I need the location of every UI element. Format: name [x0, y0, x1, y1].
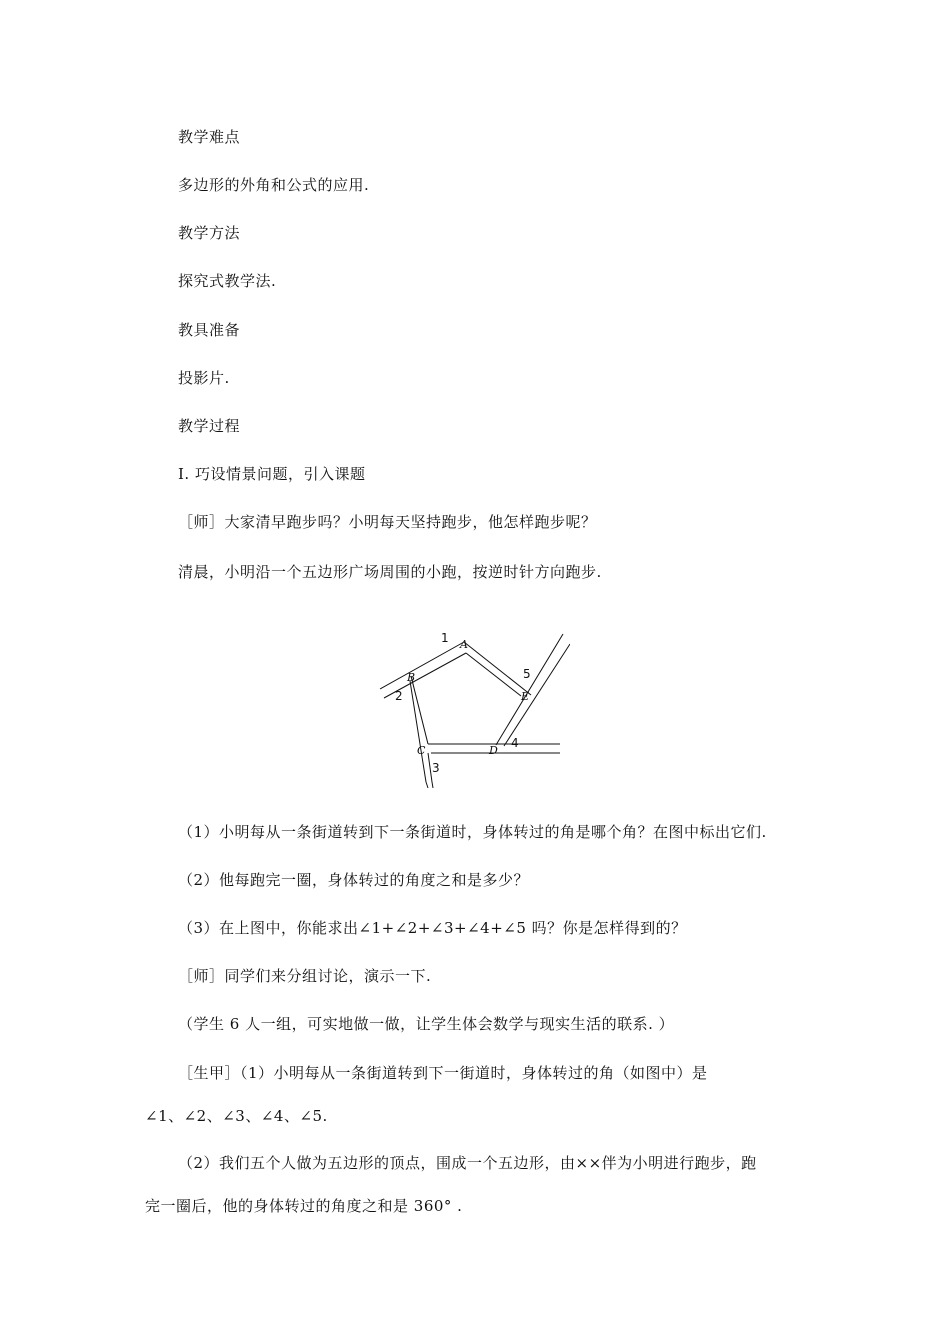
vertex-label-e: E [521, 690, 530, 703]
angle-label-3: 3 [432, 761, 440, 775]
paragraph-angle-list: ∠1、∠2、∠3、∠4、∠5. [145, 1107, 328, 1125]
question-1: （1）小明每从一条街道转到下一条街道时，身体转过的角是哪个角？在图中标出它们. [178, 823, 767, 841]
street-ae-outer [464, 642, 531, 695]
paragraph-difficulty: 多边形的外角和公式的应用. [178, 176, 370, 194]
paragraph-method: 探究式教学法. [178, 272, 277, 290]
paragraph-answer-2-line2: 完一圈后，他的身体转过的角度之和是 360° . [145, 1197, 463, 1215]
heading-teaching-method: 教学方法 [178, 224, 241, 242]
street-ab-outer [380, 642, 464, 689]
vertex-label-b: B [407, 671, 416, 684]
heading-teaching-process: 教学过程 [178, 417, 241, 435]
street-cb-inner [411, 676, 428, 744]
vertex-label-a: A [460, 638, 468, 651]
paragraph-scenario: 清晨，小明沿一个五边形广场周围的小跑，按逆时针方向跑步. [178, 563, 602, 581]
heading-teaching-aids: 教具准备 [178, 321, 241, 339]
angle-label-2: 2 [395, 689, 403, 703]
pentagon-figure [370, 622, 570, 788]
question-2: （2）他每跑完一圈，身体转过的角度之和是多少？ [178, 871, 530, 889]
paragraph-answer-2-line1: （2）我们五个人做为五边形的顶点，围成一个五边形，由××伴为小明进行跑步，跑 [178, 1154, 757, 1172]
angle-label-1: 1 [441, 631, 449, 645]
street-ed-inner [504, 644, 570, 746]
pentagon-diagram [370, 622, 570, 788]
street-ed-outer [496, 634, 563, 745]
section-title: Ⅰ. 巧设情景问题，引入课题 [178, 465, 366, 483]
vertex-label-c: C [417, 744, 426, 757]
street-ae-inner [466, 653, 521, 696]
street-cb-outer-left [410, 681, 426, 782]
heading-teaching-difficulty: 教学难点 [178, 128, 241, 146]
angle-label-4: 4 [511, 736, 519, 750]
paragraph-group-note: （学生 6 人一组，可实地做一做，让学生体会数学与现实生活的联系. ） [178, 1015, 675, 1033]
paragraph-teacher-question: ［师］大家清早跑步吗？小明每天坚持跑步，他怎样跑步呢？ [178, 513, 597, 531]
question-3: （3）在上图中，你能求出∠1+∠2+∠3+∠4+∠5 吗？你是怎样得到的？ [178, 919, 687, 937]
paragraph-teacher-discuss: ［师］同学们来分组讨论，演示一下. [178, 967, 432, 985]
paragraph-student-answer: ［生甲］（1）小明每从一条街道转到下一街道时，身体转过的角（如图中）是 [178, 1064, 708, 1082]
angle-label-5: 5 [523, 667, 531, 681]
paragraph-aids: 投影片. [178, 369, 230, 387]
vertex-label-d: D [489, 744, 498, 757]
